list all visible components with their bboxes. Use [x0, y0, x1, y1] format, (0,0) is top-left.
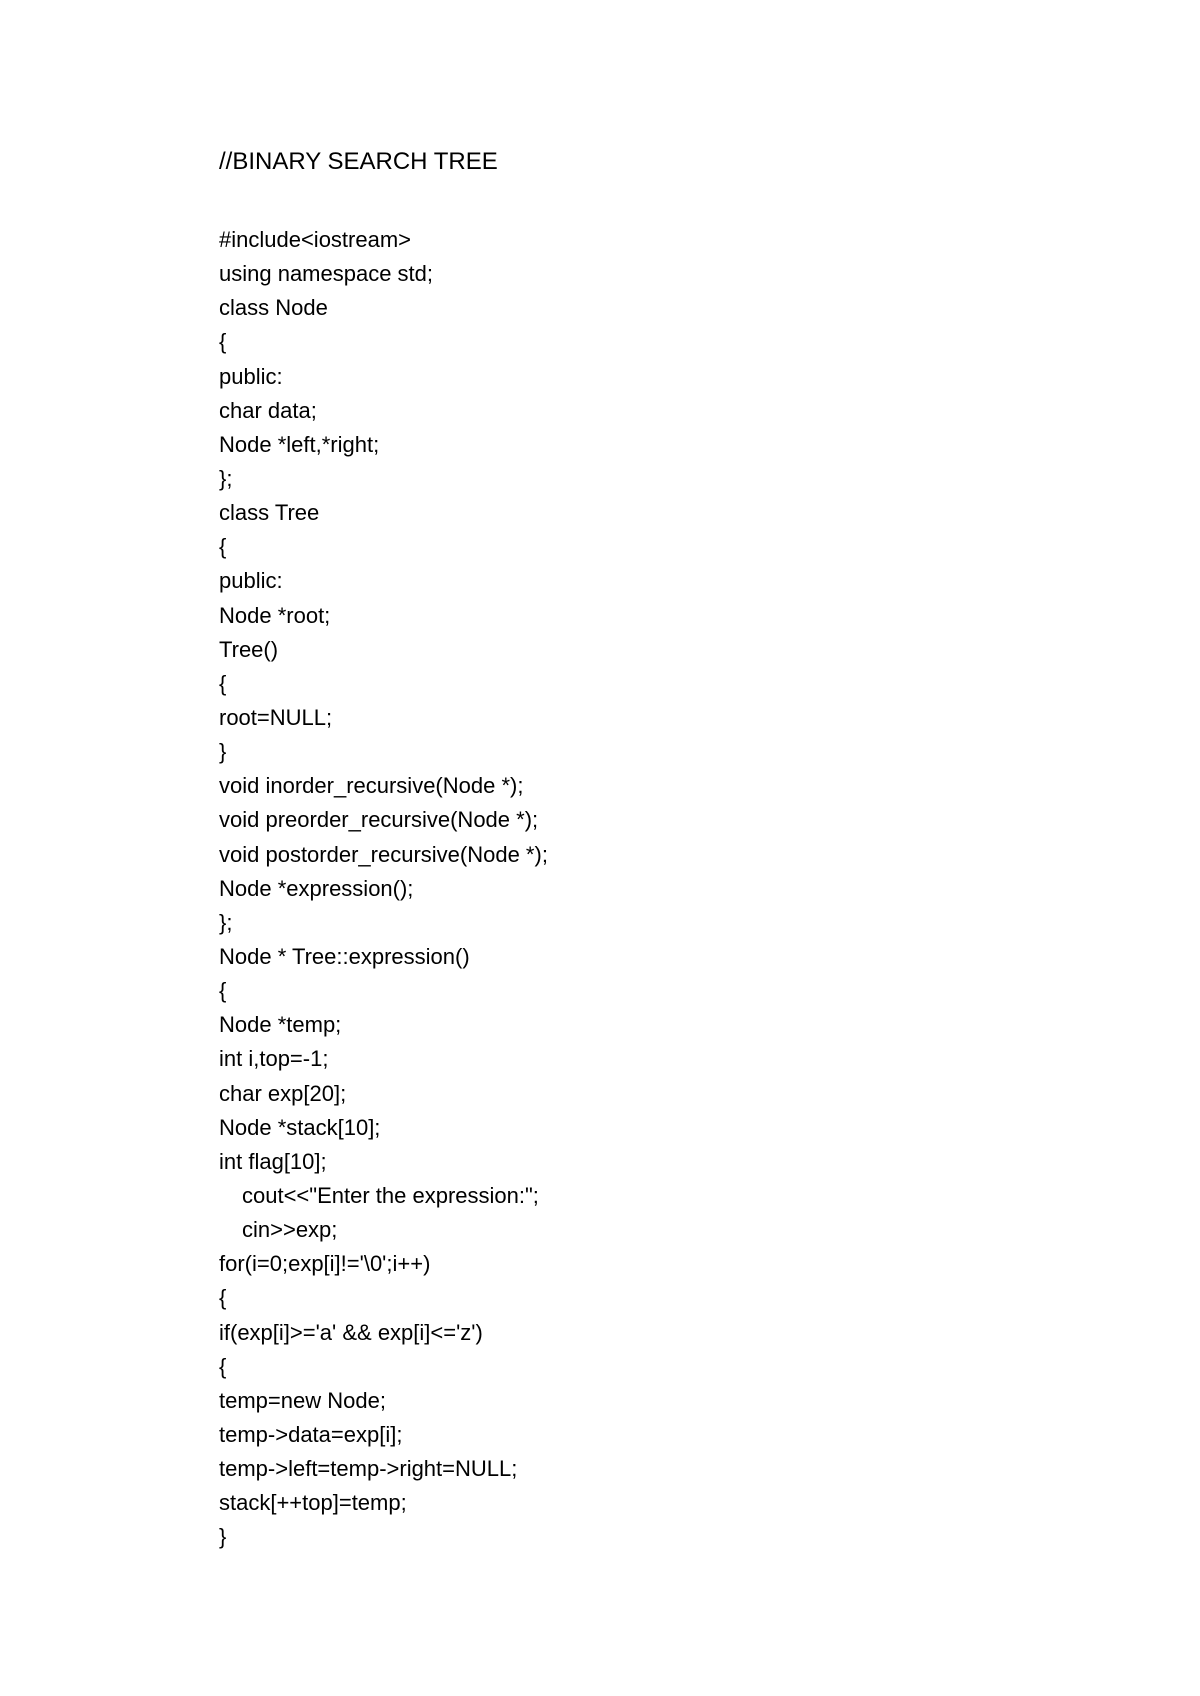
code-line: Node *left,*right;: [219, 431, 380, 457]
code-line: cout<<"Enter the expression:";: [242, 1182, 539, 1208]
code-line: stack[++top]=temp;: [219, 1490, 407, 1516]
code-line: {: [219, 978, 227, 1004]
code-line: void preorder_recursive(Node *);: [219, 807, 539, 833]
document-title: //BINARY SEARCH TREE: [219, 148, 498, 175]
code-line: temp=new Node;: [219, 1387, 386, 1413]
code-line: Node *stack[10];: [219, 1114, 381, 1140]
code-line: using namespace std;: [219, 261, 434, 287]
code-line: Node *expression();: [219, 875, 414, 901]
code-block: [219, 223, 548, 1554]
code-line: root=NULL;: [219, 704, 333, 730]
code-line: };: [219, 909, 233, 935]
code-line: char exp[20];: [219, 1080, 347, 1106]
code-line: };: [219, 465, 233, 491]
code-line: class Node: [219, 295, 328, 321]
code-line: if(exp[i]>='a' && exp[i]<='z'): [219, 1319, 483, 1345]
code-line: #include<iostream>: [219, 227, 412, 252]
code-line: {: [219, 1353, 227, 1379]
code-line: char data;: [219, 397, 317, 423]
code-line: {: [219, 670, 227, 696]
code-line: public:: [219, 568, 283, 594]
code-line: temp->left=temp->right=NULL;: [219, 1456, 518, 1482]
code-line: public:: [219, 363, 283, 389]
code-line: Node *temp;: [219, 1012, 342, 1038]
code-line: {: [219, 329, 227, 355]
code-line: Node *root;: [219, 602, 331, 628]
code-line: class Tree: [219, 500, 320, 526]
code-line: cin>>exp;: [242, 1217, 338, 1243]
code-line: int i,top=-1;: [219, 1046, 329, 1072]
code-line: }: [219, 739, 227, 765]
code-line: void inorder_recursive(Node *);: [219, 773, 524, 799]
code-line: void postorder_recursive(Node *);: [219, 841, 548, 867]
code-line: }: [219, 1524, 227, 1550]
code-line: for(i=0;exp[i]!='\0';i++): [219, 1251, 431, 1277]
code-line: Tree(): [219, 636, 279, 662]
code-line: {: [219, 1285, 227, 1311]
code-line: Node * Tree::expression(): [219, 943, 470, 969]
code-line: temp->data=exp[i];: [219, 1421, 403, 1447]
code-line: {: [219, 534, 227, 560]
code-line: int flag[10];: [219, 1148, 327, 1174]
